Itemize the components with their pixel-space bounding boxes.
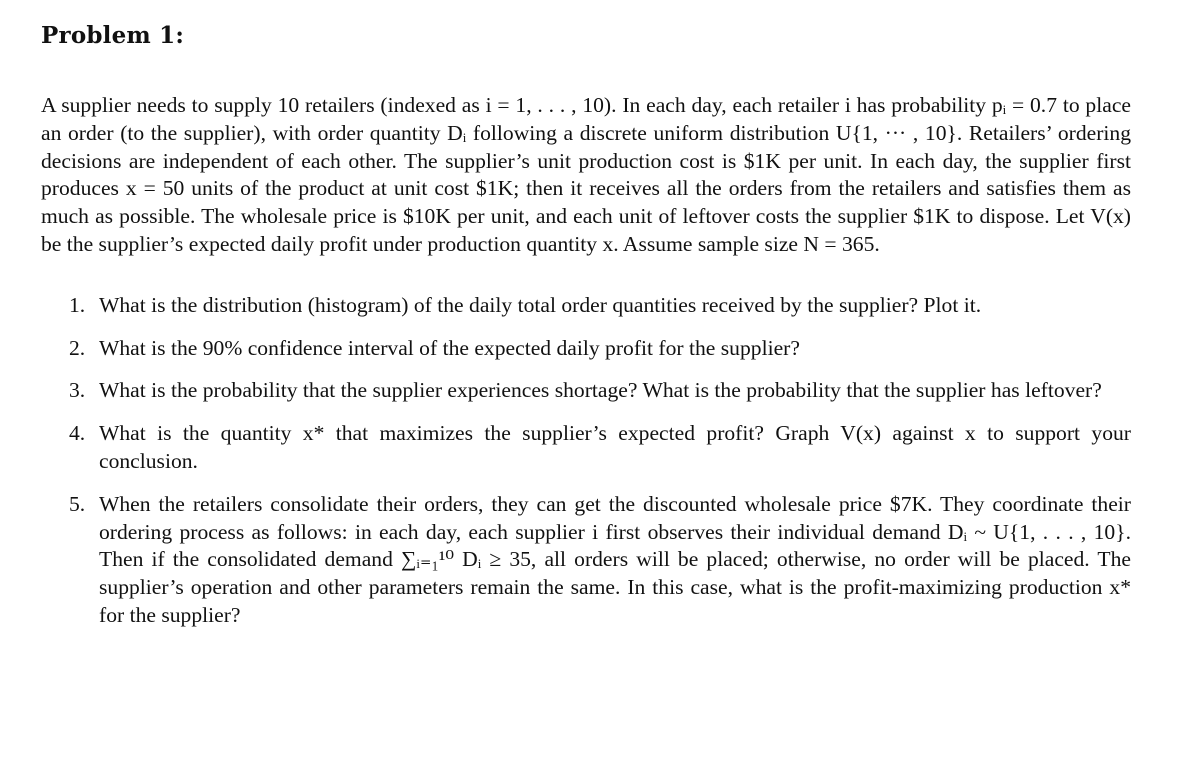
question-number: 5. (69, 491, 86, 516)
problem-statement: A supplier needs to supply 10 retailers (indexed as i = 1, . . . , 10). In each day, each retailer i has probability pᵢ = 0.7 to place an order (to the supplier), with order quantity Dᵢ following a discrete uniform distribution U{1, ··· , 10}. Retailers’ ordering decisions are independent of each other. The supplier’s unit production cost is $1K per unit. In each day, the supplier first produces x = 50 units of the product at unit cost $1K; then it receives all the orders from the retailers and satisfies them as much as possible. The wholesale price is $10K per unit, and each unit of leftover costs the supplier $1K to dispose. Let V(x) be the supplier’s expected daily profit under production quantity x. Assume sample size N = 365. (41, 93, 1131, 256)
question-text: When the retailers consolidate their orders, they can get the discounted wholesale price $7K. They coordinate their ordering process as follows: in each day, each supplier i first observes their individual demand Dᵢ ~ U{1, . . . , 10}. Then if the consolidated demand ∑ᵢ₌₁¹⁰ Dᵢ ≥ 35, all orders will be placed; otherwise, no order will be placed. The supplier’s operation and other parameters remain the same. In this case, what is the profit-maximizing production x* for the supplier? (99, 491, 1131, 627)
question-number: 3. (69, 378, 86, 403)
problem-document (41, 22, 1131, 630)
question-text: What is the distribution (histogram) of the daily total order quantities received by the supplier? Plot it. (99, 292, 982, 317)
problem-title: Problem 1: (41, 22, 185, 49)
question-number: 4. (69, 421, 86, 446)
question-item-2 (41, 335, 1131, 363)
question-number: 1. (69, 292, 86, 317)
question-text: What is the quantity x* that maximizes the supplier’s expected profit? Graph V(x) against x to support your conclusion. (99, 421, 1131, 473)
question-list (41, 292, 1131, 630)
question-item-1 (41, 292, 1131, 320)
question-text: What is the 90% confidence interval of the expected daily profit for the supplier? (99, 335, 800, 360)
question-text: What is the probability that the supplier experiences shortage? What is the probability that the supplier has leftover? (99, 378, 1102, 403)
question-item-3 (41, 377, 1131, 405)
question-item-4 (41, 420, 1131, 476)
question-item-5 (41, 491, 1131, 630)
question-number: 2. (69, 335, 86, 360)
